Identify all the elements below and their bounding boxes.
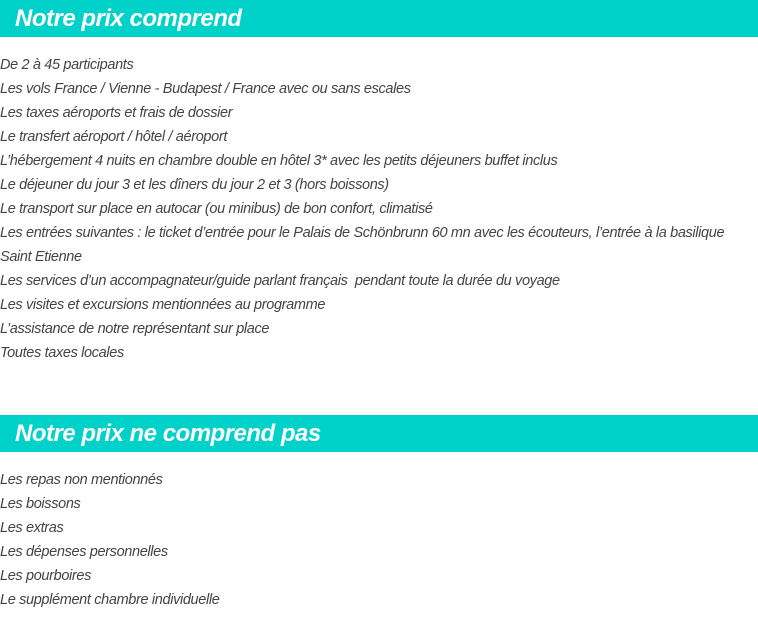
list-item: De 2 à 45 participants [0, 57, 134, 73]
list-item: Le transfert aéroport / hôtel / aéroport [0, 129, 227, 145]
list-item: Toutes taxes locales [0, 345, 124, 361]
list-item: Les visites et excursions mentionnées au programme [0, 297, 326, 313]
list-item: Les dépenses personnelles [0, 544, 168, 560]
excluded-items-list [0, 468, 758, 612]
list-item: Le déjeuner du jour 3 et les dîners du jour 2 et 3 (hors boissons) [0, 177, 389, 193]
list-item: Les pourboires [0, 568, 92, 584]
section-title-excluded: Notre prix ne comprend pas [15, 420, 321, 447]
section-title-included: Notre prix comprend [15, 5, 242, 32]
list-item: Les extras [0, 520, 64, 536]
list-item: L’assistance de notre représentant sur place [0, 321, 270, 337]
list-item: Saint Etienne [0, 249, 82, 265]
section-header-included [0, 0, 758, 37]
section-header-excluded [0, 415, 758, 452]
list-item: Les taxes aéroports et frais de dossier [0, 105, 233, 121]
list-item: L’hébergement 4 nuits en chambre double en hôtel 3* avec les petits déjeuners buffet inclus [0, 153, 558, 169]
list-item: Les vols France / Vienne - Budapest / France avec ou sans escales [0, 81, 411, 97]
list-item: Les services d’un accompagnateur/guide parlant français pendant toute la durée du voyage [0, 273, 560, 289]
list-item: Le supplément chambre individuelle [0, 592, 220, 608]
list-item: Le transport sur place en autocar (ou minibus) de bon confort, climatisé [0, 201, 433, 217]
list-item: Les entrées suivantes : le ticket d’entrée pour le Palais de Schönbrunn 60 mn avec les écouteurs, l’entrée à la basilique [0, 225, 725, 241]
list-item: Les boissons [0, 496, 81, 512]
list-item: Les repas non mentionnés [0, 472, 163, 488]
included-items-list [0, 53, 758, 365]
